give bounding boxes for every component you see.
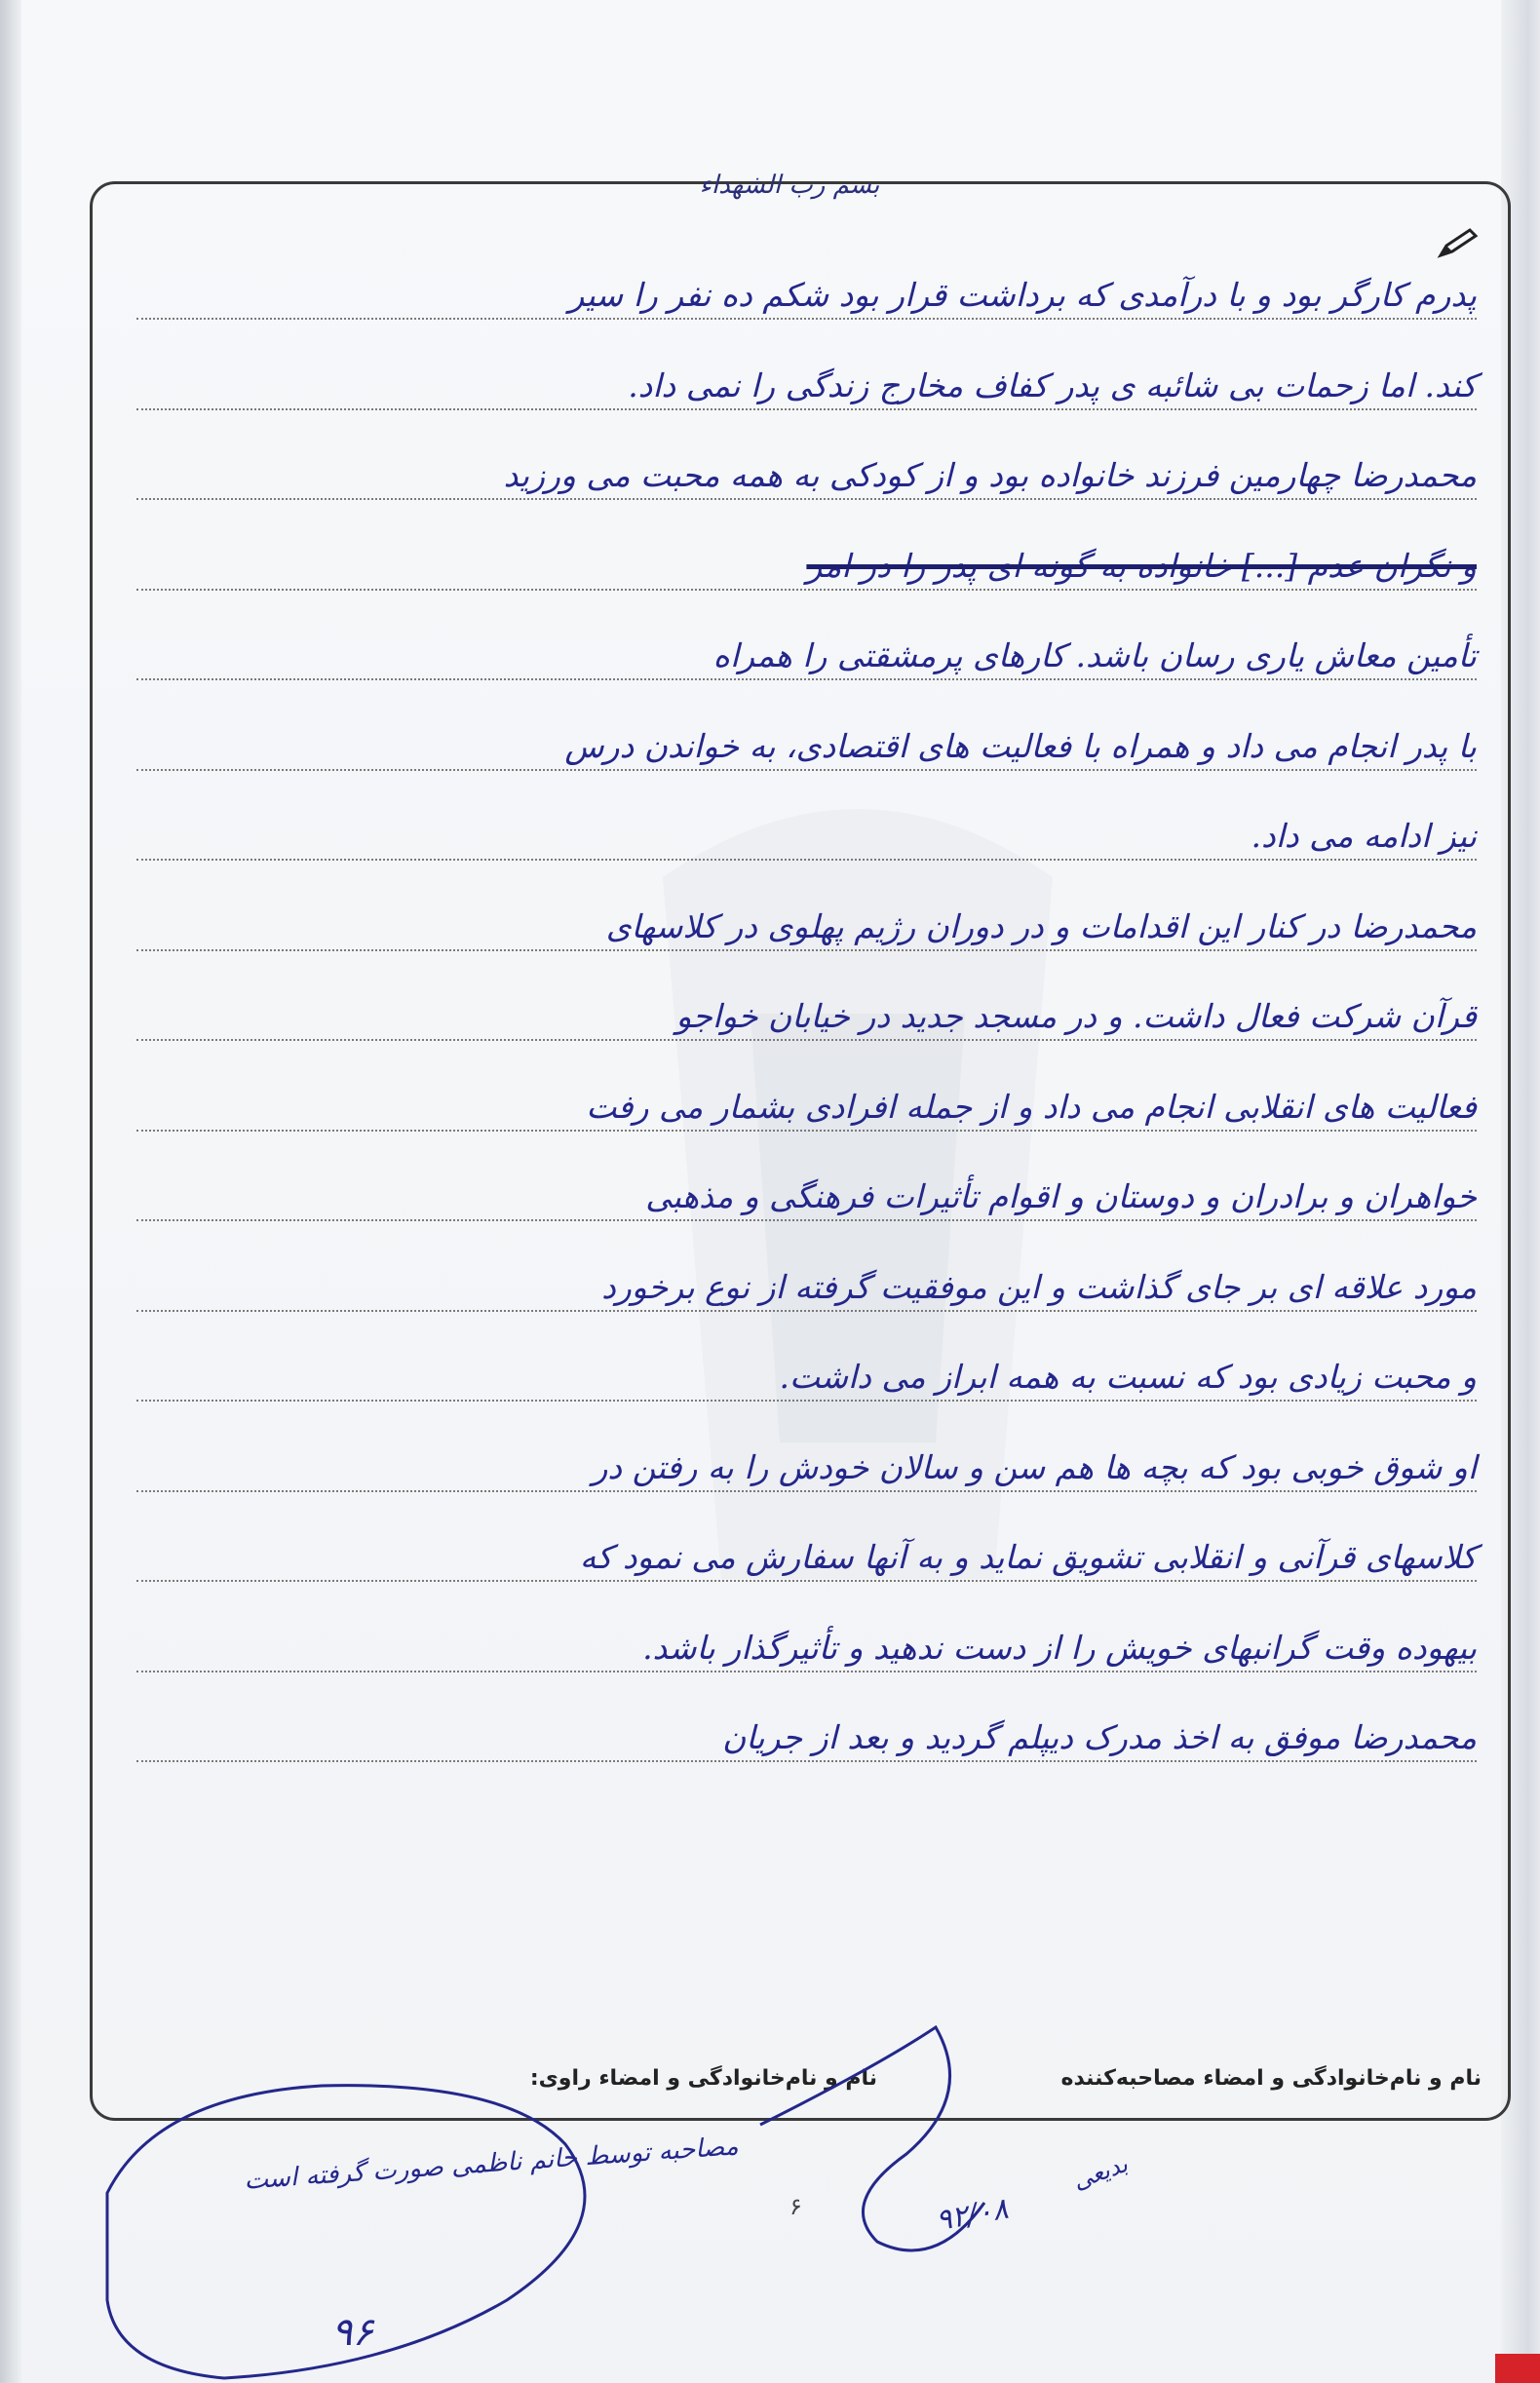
page-number: ۶ <box>789 2193 802 2220</box>
text-line-content: با پدر انجام می داد و همراه با فعالیت های اقتصادی، به خواندن درس <box>564 727 1477 765</box>
text-line <box>136 436 1477 500</box>
text-line <box>136 1248 1477 1312</box>
text-line-content: تأمین معاش یاری رسان باشد. کارهای پرمشقتی را همراه <box>712 636 1477 674</box>
text-line-content: بیهوده وقت گرانبهای خویش را از دست ندهید و تأثیرگذار باشد. <box>642 1629 1477 1667</box>
corner-red-tab <box>1495 2354 1540 2383</box>
signature-footer <box>107 2066 1501 2105</box>
text-line <box>136 616 1477 680</box>
narrator-signature-label: نام و نام‌خانوادگی و امضاء راوی: <box>529 2066 877 2091</box>
signer-name: بدیعی <box>1068 2150 1132 2195</box>
text-line-content: محمدرضا در کنار این اقدامات و در دوران رژیم پهلوی در کلاسهای <box>605 907 1477 945</box>
pencil-icon <box>1437 226 1480 259</box>
text-line-content: پدرم کارگر بود و با درآمدی که برداشت قرار بود شکم ده نفر را سیر <box>568 276 1477 314</box>
text-line <box>136 977 1477 1041</box>
text-line <box>136 1428 1477 1492</box>
signature-date: ۹۲/۰۸ <box>933 2191 1012 2239</box>
text-line-content: او شوق خوبی بود که بچه ها هم سن و سالان خودش را به رفتن در <box>592 1448 1477 1486</box>
interview-note: مصاحبه توسط خانم ناظمی صورت گرفته است <box>243 2132 740 2196</box>
text-line <box>136 1157 1477 1221</box>
text-line-content: کلاسهای قرآنی و انقلابی تشویق نماید و به آنها سفارش می نمود که <box>579 1538 1477 1576</box>
text-line-content: مورد علاقه ای بر جای گذاشت و این موفقیت گرفته از نوع برخورد <box>601 1268 1477 1306</box>
corner-number: ۹۶ <box>331 2310 373 2355</box>
text-line-content: کند. اما زحمات بی شائبه ی پدر کفاف مخارج زندگی را نمی داد. <box>628 366 1477 404</box>
text-line-content: خواهران و برادران و دوستان و اقوام تأثیرات فرهنگی و مذهبی <box>645 1177 1477 1215</box>
text-line-content: فعالیت های انقلابی انجام می داد و از جمله افرادی بشمار می رفت <box>586 1088 1477 1126</box>
page-left-shadow <box>0 0 21 2383</box>
text-line-content: محمدرضا موفق به اخذ مدرک دیپلم گردید و بعد از جریان <box>722 1718 1477 1756</box>
text-line <box>136 1698 1477 1762</box>
text-line-content: قرآن شرکت فعال داشت. و در مسجد جدید در خیابان خواجو <box>675 997 1477 1035</box>
text-line <box>136 255 1477 320</box>
text-line-content: محمدرضا چهارمین فرزند خانواده بود و از کودکی به همه محبت می ورزید <box>503 456 1477 494</box>
text-line <box>136 707 1477 771</box>
text-line <box>136 1608 1477 1672</box>
text-line <box>136 1337 1477 1402</box>
text-line <box>136 887 1477 951</box>
text-line <box>136 1518 1477 1582</box>
interviewer-signature-label: نام و نام‌خانوادگی و امضاء مصاحبه‌کننده <box>1060 2066 1482 2091</box>
text-line <box>136 526 1477 591</box>
text-line <box>136 1067 1477 1132</box>
text-line-content: نیز ادامه می داد. <box>1251 817 1477 855</box>
page-heading: بسم رب الشهداء <box>699 171 880 200</box>
text-line <box>136 346 1477 410</box>
text-line-content: و نگران عدم [...] خانواده به گونه ای پدر را در امر <box>806 547 1477 585</box>
text-line <box>136 796 1477 861</box>
text-line-content: و محبت زیادی بود که نسبت به همه ابراز می داشت. <box>779 1358 1477 1396</box>
